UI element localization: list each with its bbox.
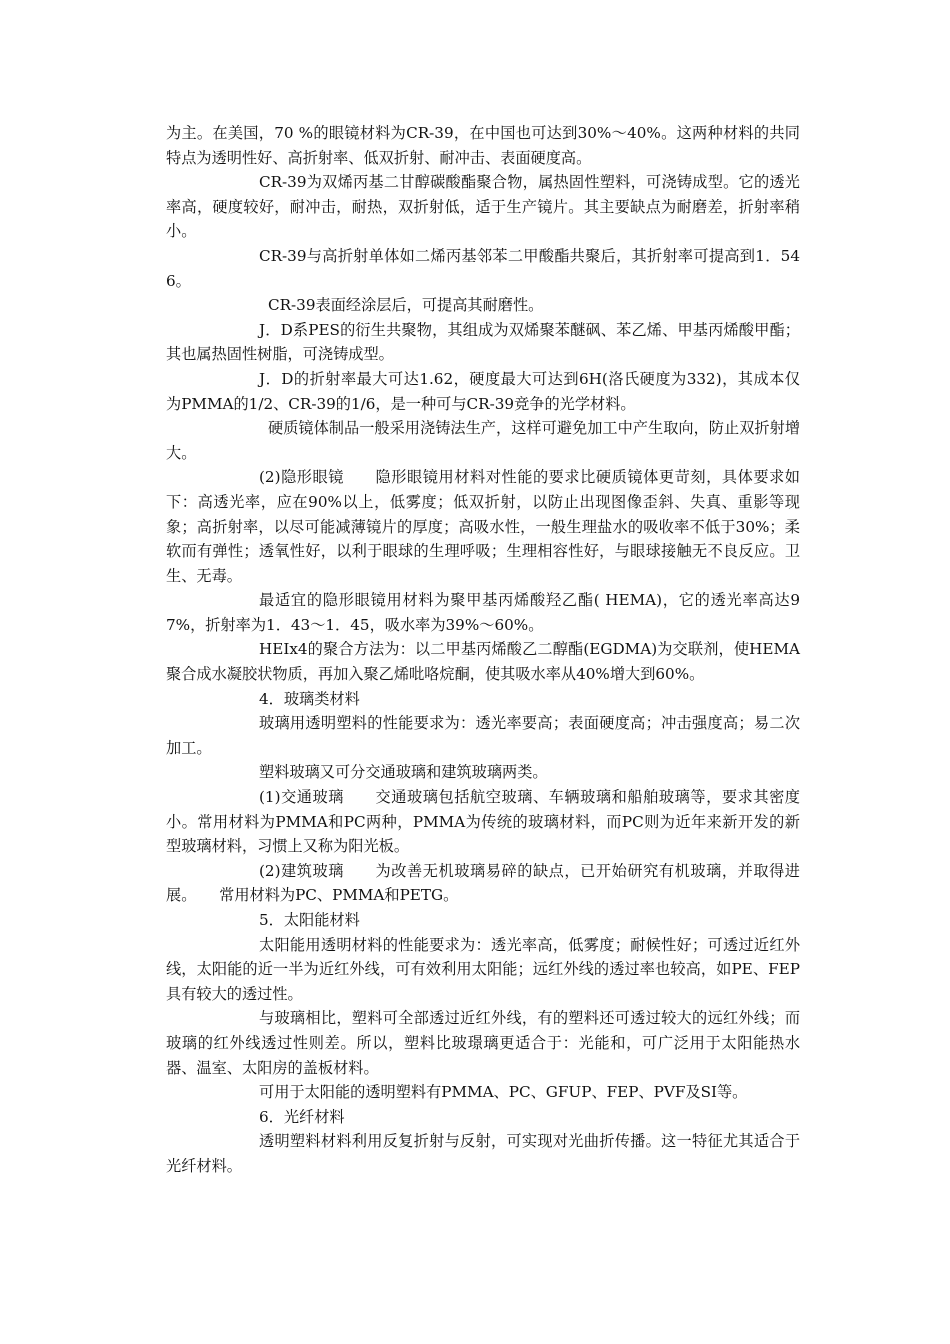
- paragraph-18: 与玻璃相比，塑料可全部透过近红外线，有的塑料还可透过较大的远红外线；而玻璃的红外线透过性则差。所以，塑料比玻璟璃更适合于：光能和，可广泛用于太阳能热水器、温室、太阳房的盖板材料。: [166, 1009, 800, 1077]
- paragraph-7: 硬质镜体制品一般采用浇铸法生产，这样可避免加工中产生取向，防止双折射增大。: [166, 419, 800, 462]
- paragraph-2: CR-39为双烯丙基二甘醇碳酸酯聚合物，属热固性塑料，可浇铸成型。它的透光率高，硬度较好，耐冲击，耐热，双折射低，适于生产镜片。其主要缺点为耐磨差，折射率稍小。: [166, 173, 800, 241]
- section-heading-4: 4．玻璃类材料: [259, 689, 360, 708]
- paragraph-9: 最适宜的隐形眼镜用材料为聚甲基丙烯酸羟乙酯( HEMA)，它的透光率高达97%，折射率为1．43～1．45，吸水率为39%～60%。: [166, 591, 800, 634]
- section-heading-6: 6．光纤材料: [259, 1107, 345, 1126]
- paragraph-5: J．D系PES的衍生共聚物，其组成为双烯聚苯醚砜、苯乙烯、甲基丙烯酸甲酯；其也属热固性树脂，可浇铸成型。: [166, 320, 800, 364]
- document-body: [166, 121, 800, 1179]
- section-heading-5: 5．太阳能材料: [259, 911, 360, 929]
- paragraph-12: 玻璃用透明塑料的性能要求为：透光率要高；表面硬度高；冲击强度高；易二次加工。: [166, 714, 800, 757]
- paragraph-19: 可用于太阳能的透明塑料有PMMA、PC、GFUP、FEP、PVF及SI等。: [259, 1083, 748, 1102]
- paragraph-15: (2)建筑玻璃 为改善无机玻璃易碎的缺点，已开始研究有机玻璃，并取得进展。 常用材料为PC、PMMA和PETG。: [166, 861, 800, 905]
- paragraph-14: (1)交通玻璃 交通玻璃包括航空玻璃、车辆玻璃和船舶玻璃等，要求其密度小。常用材料为PMMA和PC两种，PMMA为传统的玻璃材料，而PC则为近年来新开发的新型玻璃材料，习惯上又称为阳光板。: [166, 788, 800, 856]
- paragraph-1: 为主。在美国，70 %的眼镜材料为CR-39，在中国也可达到30%～40%。这两种材料的共同特点为透明性好、高折射率、低双折射、耐冲击、表面硬度高。: [166, 124, 800, 167]
- paragraph-8: (2)隐形眼镜 隐形眼镜用材料对性能的要求比硬质镜体更苛刻，具体要求如下：高透光率，应在90%以上，低雾度；低双折射，以防止出现图像歪斜、失真、重影等现象；高折射率，以尽可能减薄镜片的厚度；高吸水性，一般生理盐水的吸收率不低于30%；柔软而有弹性；透氧性好，以利于眼球的生理呼吸；生理相容性好，与眼球接触无不良反应。卫生、无毒。: [166, 468, 800, 585]
- paragraph-17: 太阳能用透明材料的性能要求为：透光率高，低雾度；耐候性好；可透过近红外线，太阳能的近一半为近红外线，可有效利用太阳能；远红外线的透过率也较高，如PE、FEP具有较大的透过性。: [166, 935, 800, 1003]
- paragraph-13: 塑料玻璃又可分交通玻璃和建筑玻璃两类。: [259, 763, 548, 782]
- paragraph-4: CR-39表面经涂层后，可提高其耐磨性。: [268, 296, 544, 315]
- paragraph-6: J．D的折射率最大可达1.62，硬度最大可达到6H(洛氏硬度为332)，其成本仅为PMMA的1/2、CR-39的1/6，是一种可与CR-39竞争的光学材料。: [166, 369, 800, 413]
- paragraph-21: 透明塑料材料利用反复折射与反射，可实现对光曲折传播。这一特征尤其适合于光纤材料。: [166, 1132, 800, 1175]
- paragraph-10: HEIx4的聚合方法为：以二甲基丙烯酸乙二醇酯(EGDMA)为交联剂，使HEMA聚合成水凝胶状物质，再加入聚乙烯吡咯烷酮，使其吸水率从40%增大到60%。: [166, 640, 800, 684]
- paragraph-3: CR-39与高折射单体如二烯丙基邻苯二甲酸酯共聚后，其折射率可提高到1．546。: [166, 246, 800, 290]
